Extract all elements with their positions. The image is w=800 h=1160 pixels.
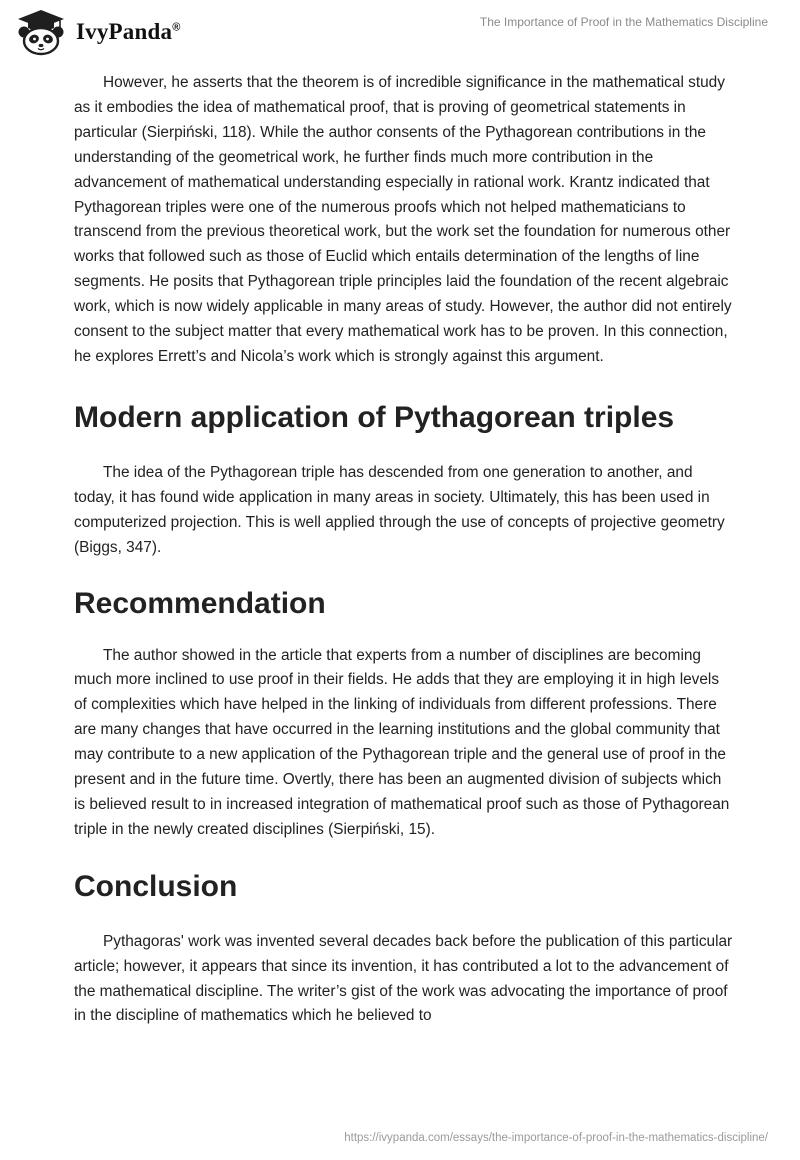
paragraph: Pythagoras' work was invented several decades back before the publication of this particular article; however, it appears that since its invention, it has contributed a lot to the advancement of the mathematical discipline. The writer’s gist of the work was advocating the importance of proof in the discipline of mathematics which he believed to	[74, 932, 733, 1025]
section-heading-recommendation: Recommendation	[74, 586, 326, 620]
paragraph: The author showed in the article that experts from a number of disciplines are becoming much more inclined to use proof in their fields. He adds that they are employing it in high levels of complexities which have helped in the linking of individuals from different professions. There are many changes that have occurred in the learning institutions and the global community that may contribute to a new application of the Pythagorean triple and the general use of proof in the present and in the future time. Overtly, there has been an augmented division of subjects which is believed result to in increased integration of mathematical proof such as those of Pythagorean triple in the newly created disciplines (Sierpiński, 15).	[74, 646, 730, 838]
section-heading-conclusion: Conclusion	[74, 869, 238, 903]
document-title: The Importance of Proof in the Mathematics Discipline	[479, 15, 768, 29]
paragraph: The idea of the Pythagorean triple has descended from one generation to another, and today, it has found wide application in many areas in society. Ultimately, this has been used in computerized projection. This is well applied through the use of concepts of projective geometry (Biggs, 347).	[74, 463, 725, 556]
source-url[interactable]: https://ivypanda.com/essays/the-importance-of-proof-in-the-mathematics-discipline/	[344, 1132, 768, 1144]
logo-text: IvyPanda®	[76, 19, 181, 44]
panda-graduate-icon	[14, 8, 68, 56]
article-body	[74, 71, 734, 1029]
page-header	[0, 0, 800, 60]
ivypanda-logo[interactable]	[14, 8, 181, 56]
paragraph: However, he asserts that the theorem is of incredible significance in the mathematical study as it embodies the idea of mathematical proof, that is proving of geometrical statements in particular (Sierpiński, 118). While the author consents of the Pythagorean contributions in the understanding of the geometrical work, he further finds much more contribution in the advancement of mathematical understanding especially in rational work. Krantz indicated that Pythagorean triples were one of the numerous proofs which not helped mathematicians to transcend from the previous theoretical work, but the work set the foundation for numerous other works that followed such as those of Euclid which entails determination of the lengths of line segments. He posits that Pythagorean triple principles laid the foundation of the recent algebraic work, which is now widely applicable in many areas of study. However, the author did not entirely consent to the subject matter that every mathematical work has to be proven. In this connection, he explores Errett’s and Nicola’s work which is strongly against this argument.	[74, 74, 732, 365]
section-heading-modern-application: Modern application of Pythagorean triples	[74, 400, 675, 434]
